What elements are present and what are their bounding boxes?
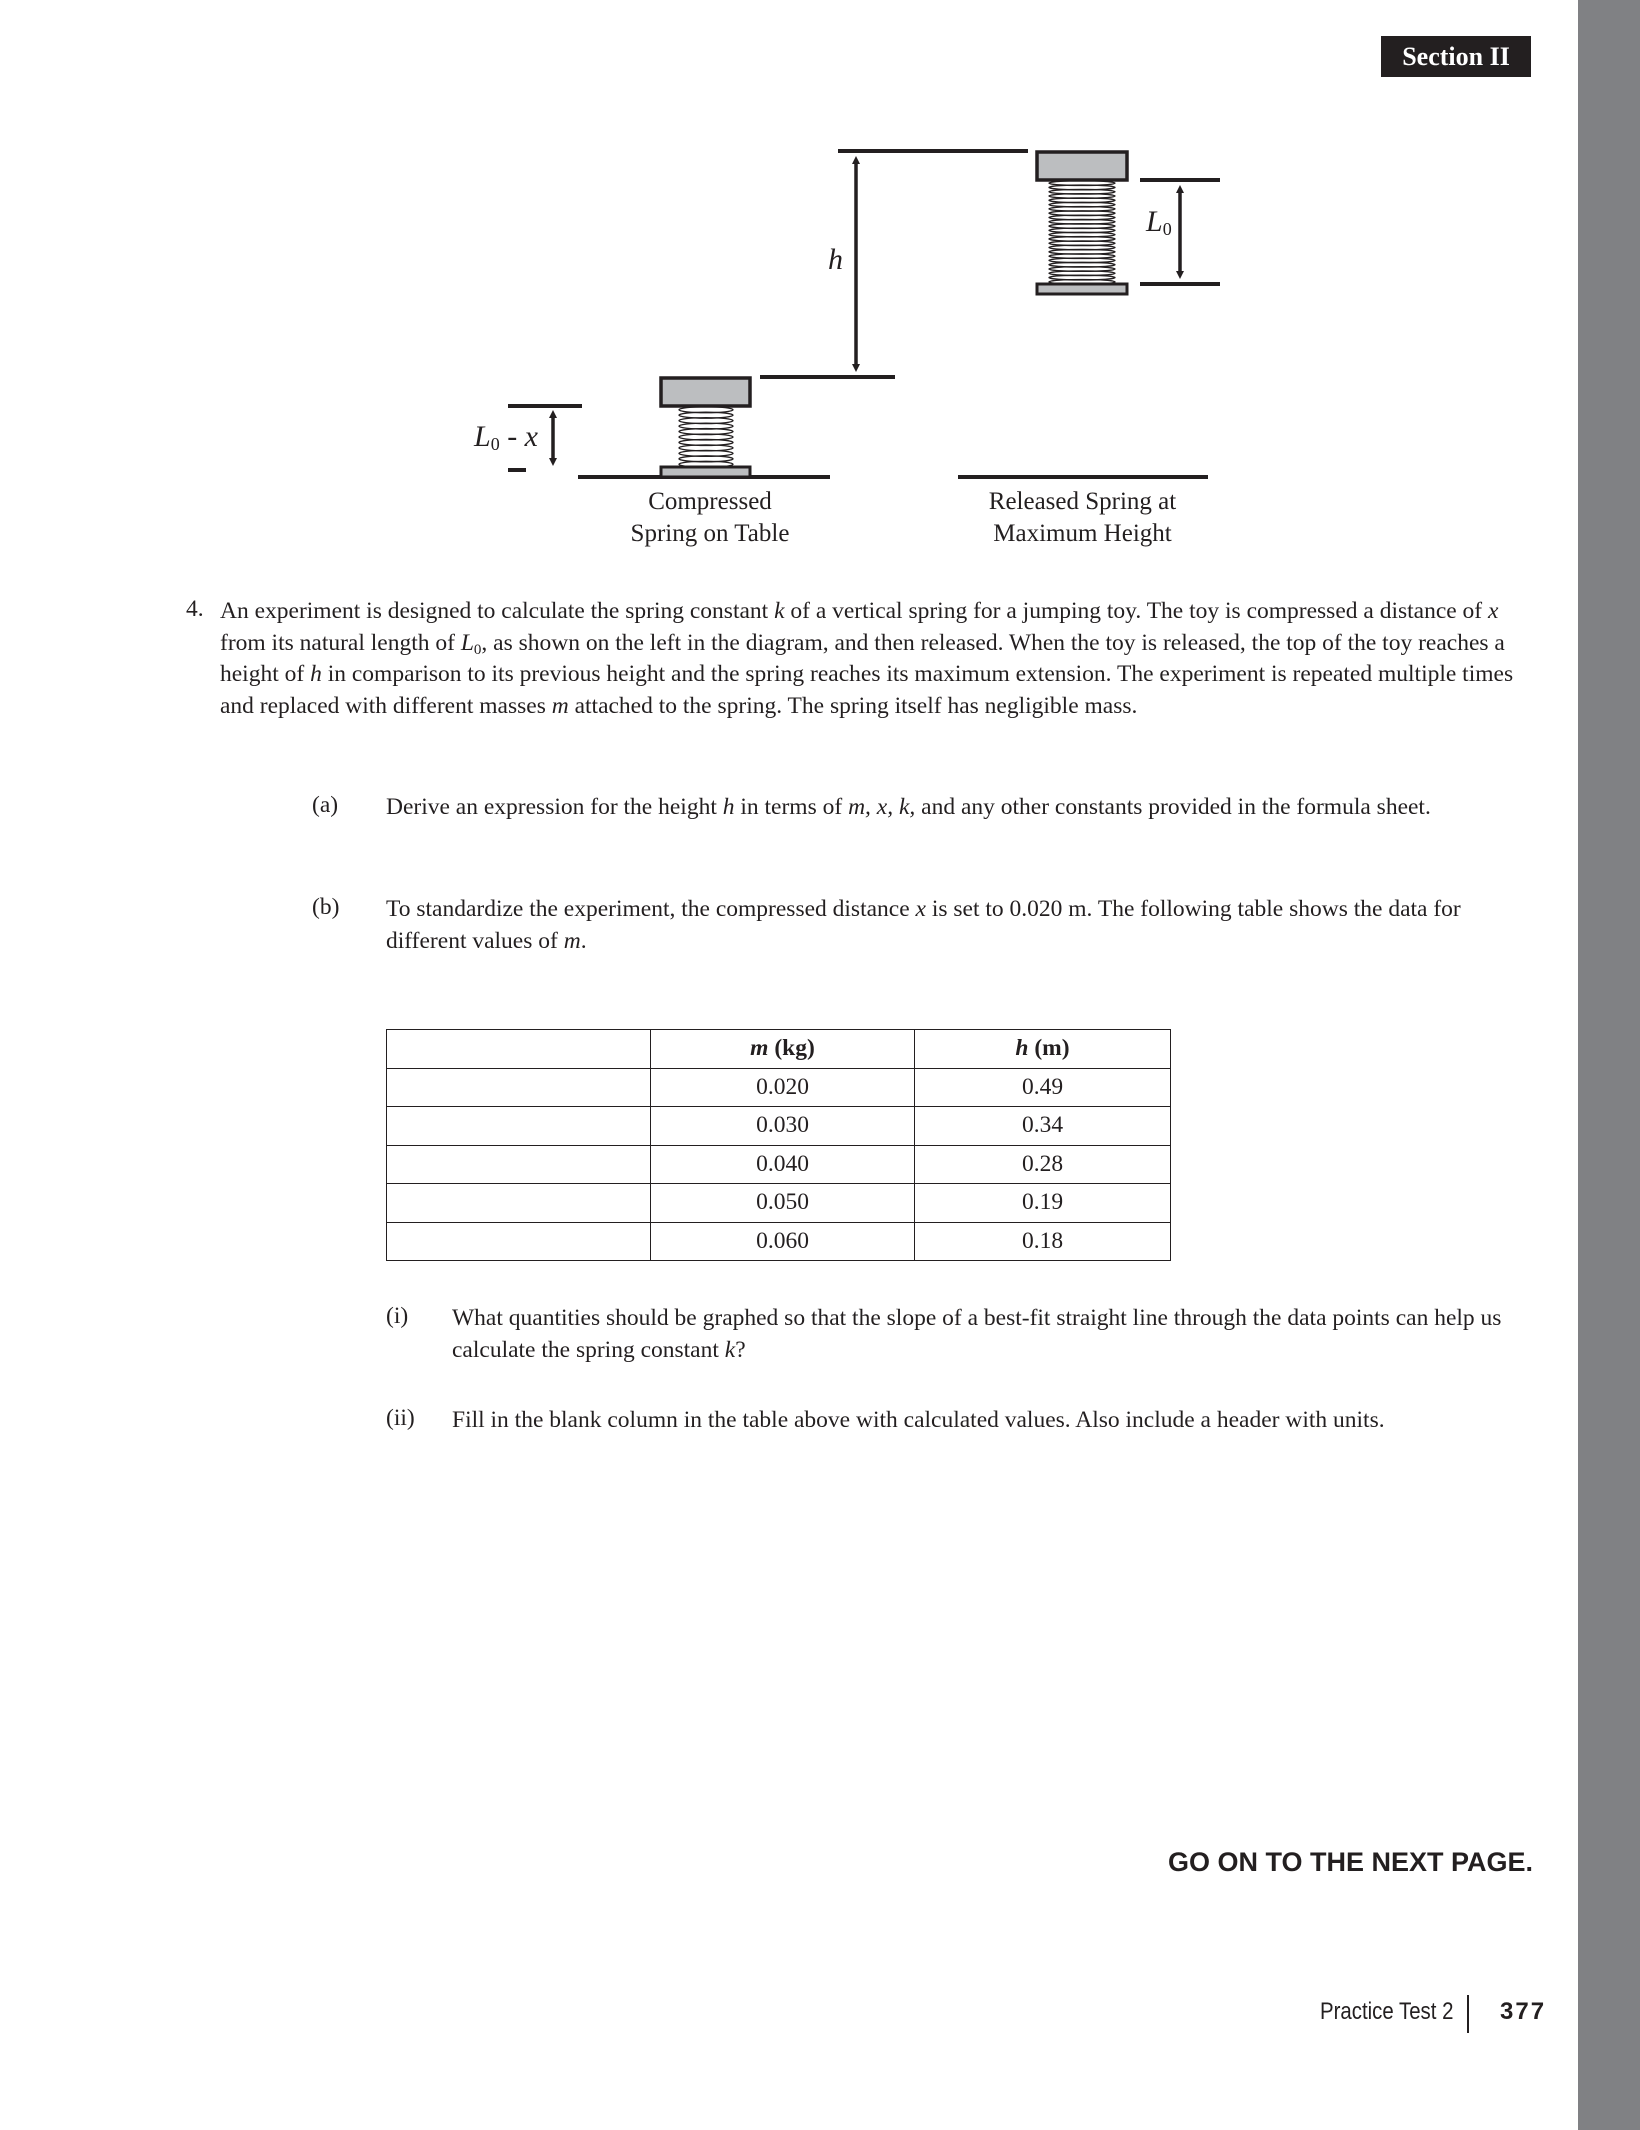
go-on-next-page-notice: GO ON TO THE NEXT PAGE. [1168, 1847, 1534, 1877]
question-stem: An experiment is designed to calculate the spring constant k of a vertical spring for a jumping toy. The toy is compressed a distance of x from its natural length of $L_0$, as shown on the left in the diagram, and then released. When the toy is released, the top of the toy reaches a height of h in comparison to its previous height and the spring reaches its maximum extension. The experiment is repeated multiple times and replaced with different masses m attached to the spring. The spring itself has negligible mass. [220, 598, 1514, 719]
footer-book-section: Practice Test 2 [1320, 1998, 1454, 2025]
blank-cell[interactable] [387, 1222, 651, 1261]
height-cell: 0.19 [915, 1184, 1171, 1223]
height-cell: 0.28 [915, 1145, 1171, 1184]
part-b-i-text: What quantities should be graphed so that the slope of a best-fit straight line through the data points can help us calculate the spring constant k? [452, 1305, 1502, 1363]
table-row [387, 1107, 1171, 1146]
table-row [387, 1222, 1171, 1261]
caption-line: Maximum Height [993, 520, 1172, 547]
part-a-text: Derive an expression for the height h in terms of m, x, k, and any other constants provided in the formula sheet. [386, 794, 1431, 820]
blank-cell[interactable] [387, 1184, 651, 1223]
compressed-length-label: $L_0$ - x [474, 420, 538, 454]
spring-base-plate [661, 467, 750, 477]
data-table [386, 1029, 1171, 1261]
compressed-spring-toy [661, 378, 750, 477]
caption-compressed-spring [580, 486, 840, 550]
blank-cell[interactable] [387, 1107, 651, 1146]
caption-line: Released Spring at [988, 488, 1177, 515]
part-b-ii-label: (ii) [386, 1405, 415, 1431]
question-number: 4. [186, 596, 204, 622]
part-b-i-label: (i) [386, 1303, 409, 1329]
blank-cell[interactable] [387, 1068, 651, 1107]
mass-cell: 0.060 [651, 1222, 915, 1261]
height-cell: 0.34 [915, 1107, 1171, 1146]
blank-column-header[interactable] [387, 1030, 651, 1069]
caption-released-spring [950, 486, 1215, 550]
footer-divider [1467, 1995, 1469, 2033]
toy-mass-block [1037, 152, 1127, 180]
section-badge-label: Section II [1402, 41, 1510, 71]
released-spring-toy [1037, 152, 1127, 294]
table-row [387, 1184, 1171, 1223]
natural-length-label: $L_0$ [1146, 205, 1172, 239]
spring-coil [1049, 181, 1115, 284]
mass-cell: 0.040 [651, 1145, 915, 1184]
part-b-ii-text: Fill in the blank column in the table above with calculated values. Also include a header with units. [452, 1407, 1385, 1433]
mass-cell: 0.030 [651, 1107, 915, 1146]
mass-cell: 0.020 [651, 1068, 915, 1107]
table-row [387, 1145, 1171, 1184]
spring-base-plate [1037, 284, 1127, 294]
height-cell: 0.49 [915, 1068, 1171, 1107]
blank-cell[interactable] [387, 1145, 651, 1184]
height-column-header: h (m) [915, 1030, 1171, 1069]
part-b-label: (b) [312, 894, 340, 920]
table-header-row [387, 1030, 1171, 1069]
caption-line: Compressed [648, 488, 772, 515]
mass-column-header: m (kg) [651, 1030, 915, 1069]
height-label: h [828, 243, 843, 276]
page-number: 377 [1500, 1998, 1547, 2025]
part-a-label: (a) [312, 792, 339, 818]
toy-mass-block [661, 378, 750, 406]
caption-line: Spring on Table [630, 520, 790, 547]
spring-coil [679, 407, 733, 468]
height-cell: 0.18 [915, 1222, 1171, 1261]
spring-diagram [0, 0, 1640, 560]
part-b-text: To standardize the experiment, the compressed distance x is set to 0.020 m. The following table shows the data for different values of m. [386, 896, 1461, 954]
table-row [387, 1068, 1171, 1107]
mass-cell: 0.050 [651, 1184, 915, 1223]
